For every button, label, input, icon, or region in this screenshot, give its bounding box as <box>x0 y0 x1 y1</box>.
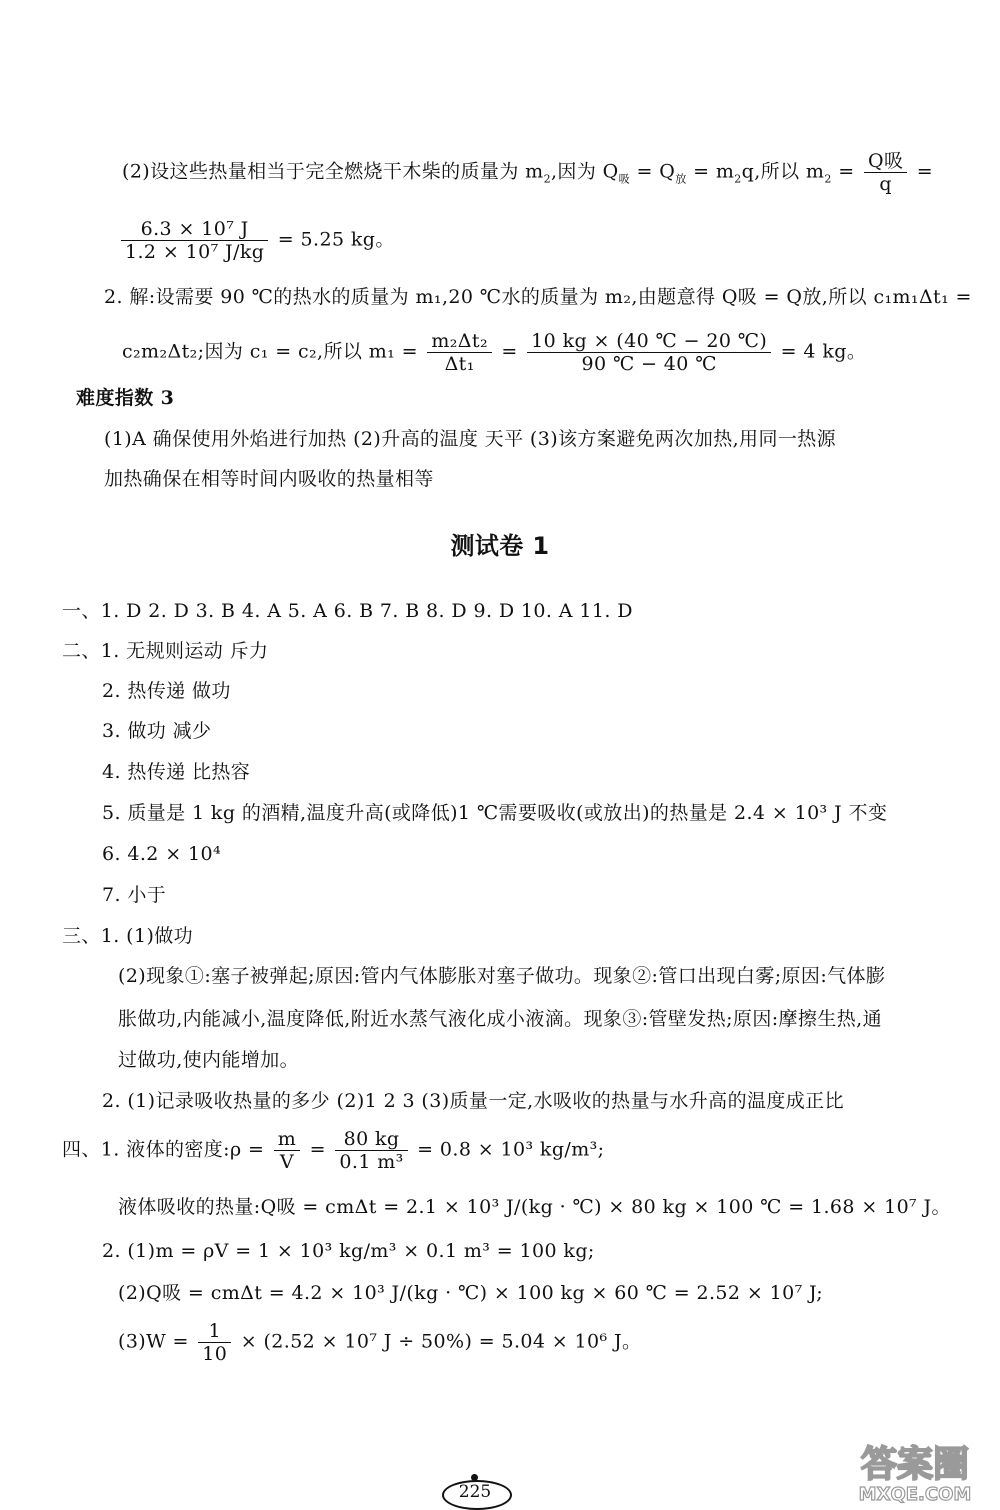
text-run: = 0.8 × 10³ kg/m³; <box>410 1138 605 1161</box>
fraction-denominator: 1.2 × 10⁷ J/kg <box>125 241 265 263</box>
text-run: = m <box>686 160 735 183</box>
page-number <box>430 1474 520 1510</box>
text-run: ,因为 Q <box>550 160 619 183</box>
fraction <box>121 218 268 263</box>
answer-line: 液体吸收的热量:Q吸 = cmΔt = 2.1 × 10³ J/(kg · ℃) × 80 kg × 100 ℃ = 1.68 × 10⁷ J。 <box>118 1196 951 1218</box>
answer-line: (1)A 确保使用外焰进行加热 (2)升高的温度 天平 (3)该方案避免两次加热,用同一热源 <box>104 428 837 450</box>
answer-line: 2. (1)m = ρV = 1 × 10³ kg/m³ × 0.1 m³ = 100 kg; <box>102 1240 595 1262</box>
answer-line: 5. 质量是 1 kg 的酒精,温度升高(或降低)1 ℃需要吸收(或放出)的热量是 2.4 × 10³ J 不变 <box>102 802 888 824</box>
fraction-numerator: m₂Δt₂ <box>427 330 492 353</box>
fraction-numerator: 6.3 × 10⁷ J <box>121 218 268 241</box>
text-run: = <box>303 1138 333 1161</box>
answer-line <box>122 330 866 375</box>
watermark-bottom: MXQE.COM <box>858 1484 972 1504</box>
fraction-denominator: V <box>279 1151 295 1173</box>
text-run: = 4 kg。 <box>774 340 867 363</box>
text-run: = <box>910 160 934 183</box>
fraction-numerator: 80 kg <box>335 1128 407 1151</box>
answer-line: 3. 做功 减少 <box>102 720 212 742</box>
text-run: = <box>494 340 525 363</box>
answer-line: 2. 热传递 做功 <box>102 680 231 702</box>
answer-line: (2)Q吸 = cmΔt = 4.2 × 10³ J/(kg · ℃) × 100 kg × 60 ℃ = 2.52 × 10⁷ J; <box>118 1282 824 1304</box>
answer-line <box>118 218 395 263</box>
answer-line: 4. 热传递 比热容 <box>102 761 251 783</box>
answer-line: 三、1. (1)做功 <box>62 925 194 947</box>
test-title: 测试卷 1 <box>450 532 550 560</box>
answer-line: 加热确保在相等时间内吸收的热量相等 <box>104 468 434 490</box>
fraction-numerator: Q吸 <box>864 150 907 173</box>
section-heading: 难度指数 3 <box>76 387 175 409</box>
fraction-denominator: 90 ℃ − 40 ℃ <box>581 353 717 375</box>
fraction-denominator: Δt₁ <box>444 353 475 375</box>
answer-line: (2)现象①:塞子被弹起;原因:管内气体膨胀对塞子做功。现象②:管口出现白雾;原因:气体膨 <box>118 965 886 987</box>
answer-line <box>118 1320 641 1365</box>
answer-line: (2)设这些热量相当于完全燃烧干木柴的质量为 $m_2$,因为 $Q_吸 = Q_放 = m_2q$,所以 $m_2$ = $\frac{\text{Q吸}}{q}$ = <box>122 150 934 195</box>
answer-line: 二、1. 无规则运动 斥力 <box>62 640 269 662</box>
answer-line: 胀做功,内能减小,温度降低,附近水蒸气液化成小液滴。现象③:管壁发热;原因:摩擦生热,通 <box>118 1008 882 1030</box>
text-run: q,所以 m <box>741 160 825 183</box>
text-run: = 5.25 kg。 <box>271 228 395 251</box>
page-number-text: 225 <box>458 1482 492 1502</box>
text-run: 四、1. 液体的密度:ρ = <box>62 1138 265 1161</box>
fraction-numerator: 1 <box>198 1320 231 1343</box>
answer-line: 2. (1)记录吸收热量的多少 (2)1 2 3 (3)质量一定,水吸收的热量与水升高的温度成正比 <box>102 1090 844 1112</box>
watermark-logo <box>840 1440 990 1504</box>
answer-line: 2. 解:设需要 90 ℃的热水的质量为 m₁,20 ℃水的质量为 m₂,由题意得 Q吸 = Q放,所以 c₁m₁Δt₁ = <box>104 286 972 308</box>
answer-line: 7. 小于 <box>102 884 167 906</box>
answer-line: 6. 4.2 × 10⁴ <box>102 843 221 865</box>
answer-line <box>62 1128 604 1173</box>
text-run: (2)设这些热量相当于完全燃烧干木柴的质量为 m <box>122 160 544 183</box>
text-run: c₂m₂Δt₂;因为 c₁ = c₂,所以 m₁ = <box>122 340 418 363</box>
answer-line: 过做功,使内能增加。 <box>118 1049 300 1071</box>
answer-line: 一、1. D 2. D 3. B 4. A 5. A 6. B 7. B 8. D 9. D 10. A 11. D <box>62 600 633 622</box>
text-run: = <box>831 160 855 183</box>
fraction-denominator: q <box>879 173 892 195</box>
fraction-denominator: 10 <box>202 1343 228 1365</box>
fraction <box>198 1320 231 1365</box>
fraction <box>864 150 907 195</box>
watermark-top: 答案圈 <box>860 1444 970 1485</box>
text-run: = Q <box>630 160 676 183</box>
fraction <box>427 330 492 375</box>
fraction-denominator: 0.1 m³ <box>339 1151 404 1173</box>
fraction <box>274 1128 300 1173</box>
fraction-numerator: 10 kg × (40 ℃ − 20 ℃) <box>527 330 771 353</box>
text-run: × (2.52 × 10⁷ J ÷ 50%) = 5.04 × 10⁶ J。 <box>234 1330 642 1353</box>
fraction <box>335 1128 407 1173</box>
fraction-numerator: m <box>274 1128 300 1151</box>
fraction <box>527 330 771 375</box>
text-run: (3)W = <box>118 1330 189 1353</box>
